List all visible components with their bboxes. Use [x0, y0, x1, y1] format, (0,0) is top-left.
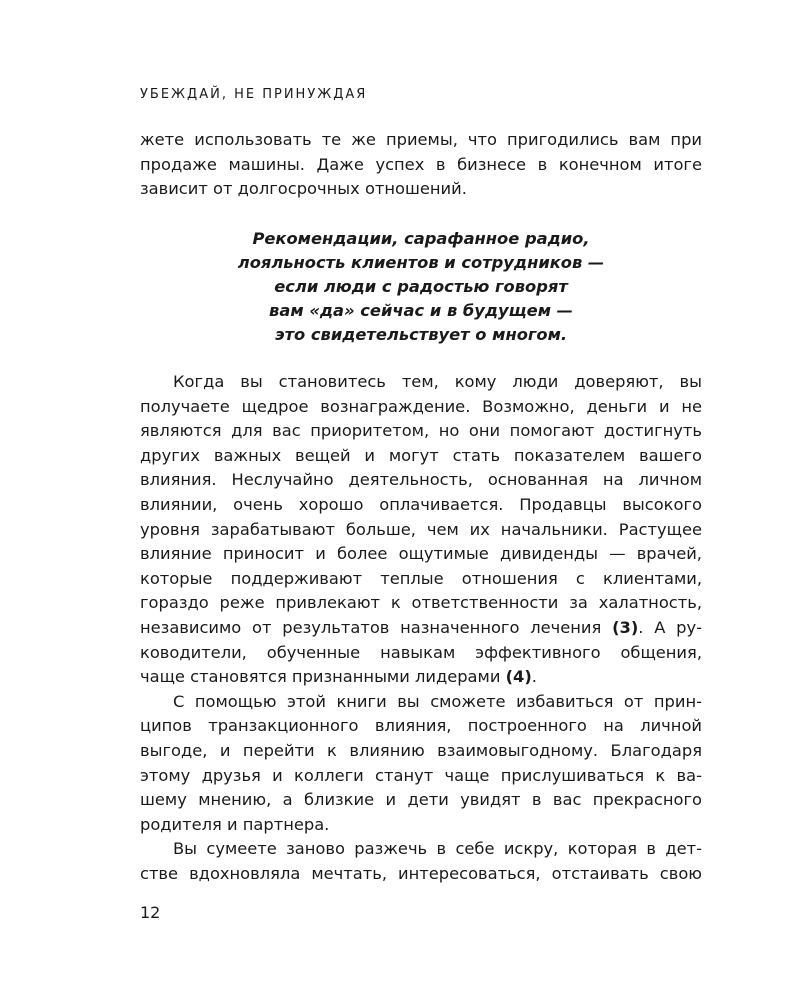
- text-line: жете использовать те же приемы, что пригодились вам при: [140, 130, 702, 149]
- text-line: стве вдохновляла мечтать, интересоваться, отстаивать свою: [140, 863, 702, 883]
- text-line: зависит от долгосрочных отношений.: [140, 179, 467, 199]
- quote-line: Рекомендации, сарафанное радио,: [252, 229, 590, 248]
- paragraph-influence-rewards: [140, 370, 702, 690]
- text-line: уровня зарабатывают больше, чем их начальники. Растущее: [140, 519, 702, 539]
- text-line: С помощью этой книги вы сможете избавиться от прин-: [173, 691, 702, 711]
- text-line: Вы сумеете заново разжечь в себе искру, которая в дет-: [173, 839, 702, 859]
- text-segment: .: [531, 667, 537, 687]
- text-line: гораздо реже привлекают к ответственности за халатность,: [140, 593, 702, 613]
- pull-quote: [140, 227, 702, 347]
- text-line: влияния. Неслучайно деятельность, основанная на личном: [140, 470, 702, 490]
- text-line: ководители, обученные навыкам эффективного общения,: [140, 642, 702, 662]
- running-head: УБЕЖДАЙ, НЕ ПРИНУЖДАЯ: [140, 87, 368, 102]
- text-segment: независимо от результатов назначенного лечения: [140, 617, 613, 637]
- quote-line: лояльность клиентов и сотрудников —: [237, 253, 605, 272]
- quote-line: если люди с радостью говорят: [274, 277, 568, 296]
- text-line: Когда вы становитесь тем, кому люди доверяют, вы: [173, 372, 702, 391]
- text-segment: . А ру-: [638, 617, 702, 637]
- paragraph-transactional-influence: [140, 690, 702, 838]
- quote-line: вам «да» сейчас и в будущем —: [269, 301, 573, 320]
- text-line-with-reference: [140, 616, 702, 641]
- quote-line: это свидетельствует о многом.: [274, 325, 568, 344]
- text-line: являются для вас приоритетом, но они помогают достигнуть: [140, 421, 702, 441]
- text-line: других важных вещей и могут стать показателем вашего: [140, 445, 702, 465]
- paragraph-spark: [140, 837, 702, 886]
- text-segment: чаще становятся признанными лидерами: [140, 667, 506, 687]
- text-line: родителя и партнера.: [140, 814, 330, 834]
- text-line-with-reference: [140, 665, 702, 690]
- intro-paragraph: [140, 128, 702, 202]
- text-line: получаете щедрое вознаграждение. Возможно, деньги и не: [140, 396, 702, 416]
- text-line: ципов транзакционного влияния, построенного на личной: [140, 716, 702, 736]
- text-line: влияние приносит и более ощутимые дивиденды — врачей,: [140, 544, 702, 564]
- text-line: продаже машины. Даже успех в бизнесе в конечном итоге: [140, 154, 702, 174]
- reference-3: (3): [612, 617, 639, 637]
- text-line: влиянии, очень хорошо оплачивается. Продавцы высокого: [140, 494, 702, 514]
- text-line: шему мнению, а близкие и дети увидят в вас прекрасного: [140, 790, 702, 810]
- reference-4: (4): [505, 667, 532, 687]
- text-line: этому друзья и коллеги станут чаще прислушиваться к ва-: [140, 765, 702, 785]
- text-line: выгоде, и перейти к влиянию взаимовыгодному. Благодаря: [140, 740, 702, 760]
- text-line: которые поддерживают теплые отношения с клиентами,: [140, 568, 702, 588]
- page-number: 12: [140, 903, 161, 922]
